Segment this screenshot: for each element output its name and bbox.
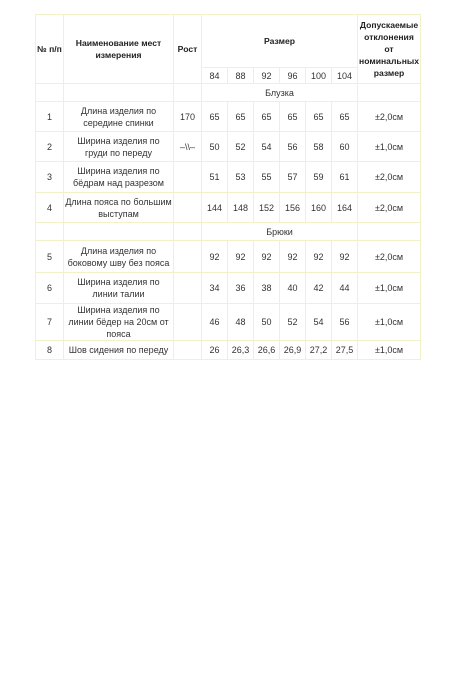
row-num: 7 xyxy=(36,304,64,341)
row-value: 92 xyxy=(228,241,254,273)
row-tolerance: ±2,0см xyxy=(358,162,421,193)
row-value: 57 xyxy=(280,162,306,193)
row-height xyxy=(174,304,202,341)
row-name: Ширина изделия по линии бёдер на 20см от пояса xyxy=(64,304,174,341)
section-title-blouse: Блузка xyxy=(202,84,358,102)
table-row xyxy=(36,273,421,304)
row-value: 26,3 xyxy=(228,341,254,360)
row-tolerance: ±2,0см xyxy=(358,241,421,273)
row-value: 65 xyxy=(332,102,358,132)
row-num: 4 xyxy=(36,193,64,223)
table-row xyxy=(36,304,421,341)
row-value: 34 xyxy=(202,273,228,304)
row-num: 3 xyxy=(36,162,64,193)
row-tolerance: ±2,0см xyxy=(358,102,421,132)
row-value: 60 xyxy=(332,132,358,162)
row-value: 92 xyxy=(332,241,358,273)
size-cell: 100 xyxy=(306,68,332,84)
row-num: 8 xyxy=(36,341,64,360)
header-height: Рост xyxy=(174,15,202,84)
row-value: 38 xyxy=(254,273,280,304)
row-value: 50 xyxy=(202,132,228,162)
row-name: Шов сидения по переду xyxy=(64,341,174,360)
table-row xyxy=(36,132,421,162)
header-num: № п/п xyxy=(36,15,64,84)
row-name: Ширина изделия по бёдрам над разрезом xyxy=(64,162,174,193)
row-value: 36 xyxy=(228,273,254,304)
row-height: –\\– xyxy=(174,132,202,162)
row-num: 1 xyxy=(36,102,64,132)
row-tolerance: ±1,0см xyxy=(358,341,421,360)
row-value: 92 xyxy=(254,241,280,273)
row-value: 44 xyxy=(332,273,358,304)
row-value: 46 xyxy=(202,304,228,341)
row-value: 56 xyxy=(332,304,358,341)
row-num: 6 xyxy=(36,273,64,304)
row-value: 53 xyxy=(228,162,254,193)
header-tolerance: Допускаемые отклонения от номинальных размер xyxy=(358,15,421,84)
section-row-blouse xyxy=(36,84,421,102)
row-height xyxy=(174,162,202,193)
row-value: 27,5 xyxy=(332,341,358,360)
row-value: 65 xyxy=(202,102,228,132)
size-cell: 88 xyxy=(228,68,254,84)
row-height xyxy=(174,341,202,360)
size-cell: 96 xyxy=(280,68,306,84)
row-value: 27,2 xyxy=(306,341,332,360)
row-height xyxy=(174,193,202,223)
row-name: Длина пояса по большим выступам xyxy=(64,193,174,223)
row-value: 92 xyxy=(280,241,306,273)
row-value: 42 xyxy=(306,273,332,304)
row-value: 26,6 xyxy=(254,341,280,360)
row-value: 156 xyxy=(280,193,306,223)
header-name: Наименование мест измерения xyxy=(64,15,174,84)
header-row xyxy=(36,15,421,68)
row-value: 55 xyxy=(254,162,280,193)
table-row xyxy=(36,102,421,132)
section-row-pants xyxy=(36,223,421,241)
row-value: 92 xyxy=(306,241,332,273)
table-row xyxy=(36,341,421,360)
row-value: 54 xyxy=(306,304,332,341)
size-cell: 92 xyxy=(254,68,280,84)
row-num: 5 xyxy=(36,241,64,273)
table-row xyxy=(36,193,421,223)
row-value: 148 xyxy=(228,193,254,223)
size-cell: 84 xyxy=(202,68,228,84)
row-value: 56 xyxy=(280,132,306,162)
row-value: 52 xyxy=(280,304,306,341)
row-value: 164 xyxy=(332,193,358,223)
row-value: 152 xyxy=(254,193,280,223)
row-value: 144 xyxy=(202,193,228,223)
row-tolerance: ±2,0см xyxy=(358,193,421,223)
row-name: Ширина изделия по груди по переду xyxy=(64,132,174,162)
row-value: 65 xyxy=(254,102,280,132)
row-value: 50 xyxy=(254,304,280,341)
row-num: 2 xyxy=(36,132,64,162)
row-value: 59 xyxy=(306,162,332,193)
row-value: 40 xyxy=(280,273,306,304)
row-value: 65 xyxy=(306,102,332,132)
table-row xyxy=(36,162,421,193)
section-title-pants: Брюки xyxy=(202,223,358,241)
row-tolerance: ±1,0см xyxy=(358,304,421,341)
row-name: Длина изделия по середине спинки xyxy=(64,102,174,132)
measurement-table xyxy=(35,14,421,360)
size-cell: 104 xyxy=(332,68,358,84)
row-value: 51 xyxy=(202,162,228,193)
row-height xyxy=(174,241,202,273)
row-value: 92 xyxy=(202,241,228,273)
row-value: 54 xyxy=(254,132,280,162)
row-tolerance: ±1,0см xyxy=(358,273,421,304)
row-value: 65 xyxy=(228,102,254,132)
row-height xyxy=(174,273,202,304)
row-value: 160 xyxy=(306,193,332,223)
row-value: 58 xyxy=(306,132,332,162)
row-value: 26,9 xyxy=(280,341,306,360)
row-name: Длина изделия по боковому шву без пояса xyxy=(64,241,174,273)
row-value: 26 xyxy=(202,341,228,360)
row-value: 65 xyxy=(280,102,306,132)
header-size: Размер xyxy=(202,15,358,68)
row-value: 61 xyxy=(332,162,358,193)
row-value: 48 xyxy=(228,304,254,341)
row-height: 170 xyxy=(174,102,202,132)
row-name: Ширина изделия по линии талии xyxy=(64,273,174,304)
row-tolerance: ±1,0см xyxy=(358,132,421,162)
row-value: 52 xyxy=(228,132,254,162)
table-row xyxy=(36,241,421,273)
